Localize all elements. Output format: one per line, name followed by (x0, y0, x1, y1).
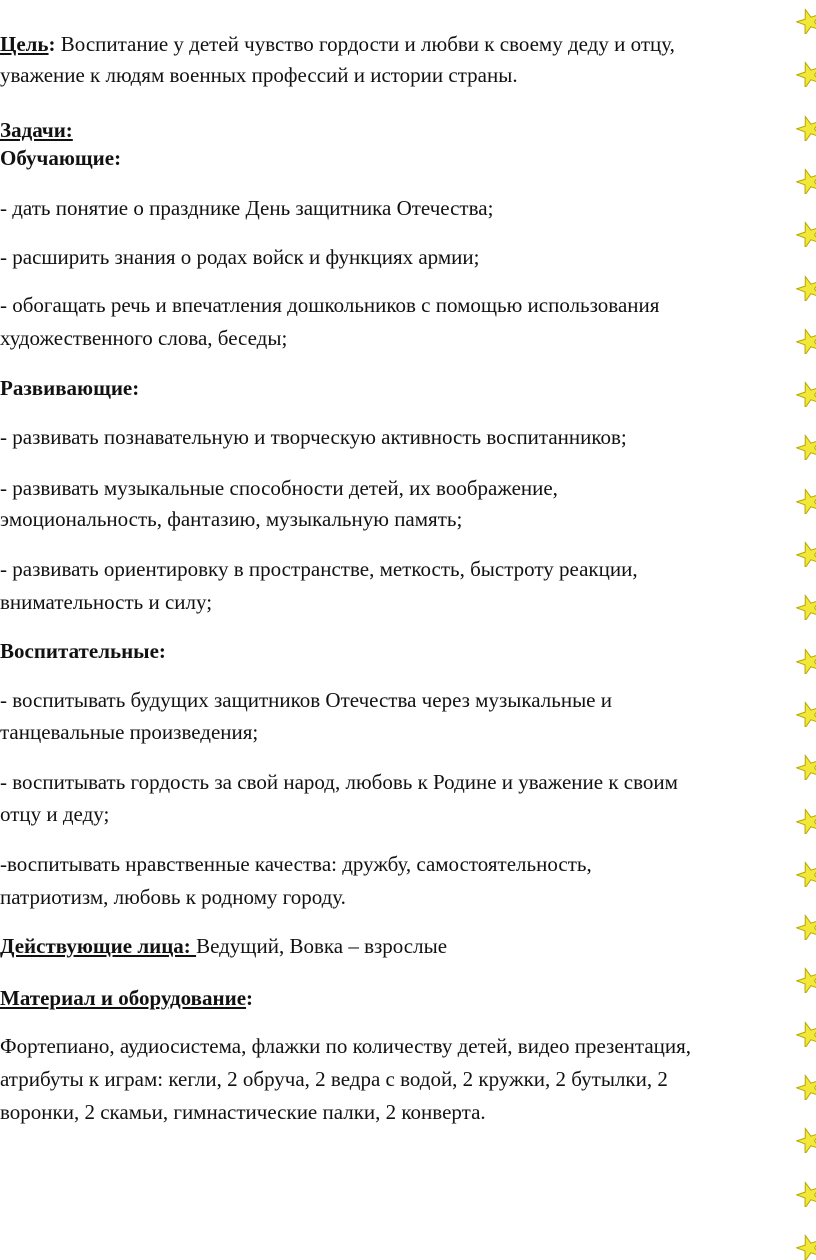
star-icon (796, 1181, 816, 1207)
developing-item-3-line-1: - развивать ориентировку в пространстве, меткость, быстроту реакции, (0, 557, 638, 581)
star-icon (796, 434, 816, 460)
star-icon (796, 808, 816, 834)
goal-label: Цель (0, 32, 49, 56)
star-icon (796, 1127, 816, 1153)
materials-line-2: атрибуты к играм: кегли, 2 обруча, 2 ведра с водой, 2 кружки, 2 бутылки, 2 (0, 1067, 668, 1091)
goal-colon: : (48, 32, 56, 56)
star-icon (796, 648, 816, 674)
developing-item-2-line-2: эмоциональность, фантазию, музыкальную память; (0, 507, 463, 531)
materials-colon: : (246, 986, 254, 1010)
goal-line-1 (0, 31, 675, 57)
teaching-item-3-line-2: художественного слова, беседы; (0, 326, 288, 350)
teaching-item-2: - расширить знания о родах войск и функциях армии; (0, 245, 480, 269)
educational-item-3-line-1: -воспитывать нравственные качества: дружбу, самостоятельность, (0, 852, 592, 876)
star-icon (796, 61, 816, 87)
teaching-item-1: - дать понятие о празднике День защитника Отечества; (0, 196, 494, 220)
star-icon (796, 8, 816, 34)
tasks-title: Задачи: (0, 118, 73, 142)
star-icon (796, 541, 816, 567)
star-icon (796, 861, 816, 887)
star-icon (796, 275, 816, 301)
star-icon (796, 115, 816, 141)
star-border (794, 0, 816, 1253)
educational-heading: Воспитательные: (0, 639, 166, 663)
teaching-heading: Обучающие: (0, 146, 122, 170)
developing-item-3-line-2: внимательность и силу; (0, 590, 213, 614)
materials-label: Материал и оборудование (0, 986, 247, 1010)
goal-line-2: уважение к людям военных профессий и истории страны. (0, 63, 518, 87)
educational-item-2-line-1: - воспитывать гордость за свой народ, любовь к Родине и уважение к своим (0, 770, 678, 794)
educational-item-1-line-2: танцевальные произведения; (0, 720, 259, 744)
star-icon (796, 168, 816, 194)
star-icon (796, 754, 816, 780)
star-icon (796, 967, 816, 993)
star-icon (796, 328, 816, 354)
characters-line (0, 933, 447, 959)
goal-text-1: Воспитание у детей чувство гордости и любви к своему деду и отцу, (55, 32, 675, 56)
star-icon (796, 221, 816, 247)
star-icon (796, 381, 816, 407)
developing-item-1: - развивать познавательную и творческую активность воспитанников; (0, 425, 627, 449)
developing-item-2-line-1: - развивать музыкальные способности детей, их воображение, (0, 476, 558, 500)
materials-line-1: Фортепиано, аудиосистема, флажки по количеству детей, видео презентация, (0, 1034, 692, 1058)
teaching-item-3-line-1: - обогащать речь и впечатления дошкольников с помощью использования (0, 293, 660, 317)
developing-heading: Развивающие: (0, 376, 140, 400)
star-icon (796, 488, 816, 514)
star-icon (796, 1234, 816, 1260)
materials-line-3: воронки, 2 скамьи, гимнастические палки, 2 конверта. (0, 1100, 486, 1124)
star-icon (796, 1021, 816, 1047)
characters-label: Действующие лица: (0, 934, 197, 958)
educational-item-3-line-2: патриотизм, любовь к родному городу. (0, 885, 346, 909)
materials-heading (0, 985, 253, 1011)
educational-item-1-line-1: - воспитывать будущих защитников Отечества через музыкальные и (0, 688, 612, 712)
star-icon (796, 914, 816, 940)
star-icon (796, 701, 816, 727)
star-icon (796, 1074, 816, 1100)
educational-item-2-line-2: отцу и деду; (0, 802, 110, 826)
star-icon (796, 594, 816, 620)
characters-value: Ведущий, Вовка – взрослые (196, 934, 448, 958)
